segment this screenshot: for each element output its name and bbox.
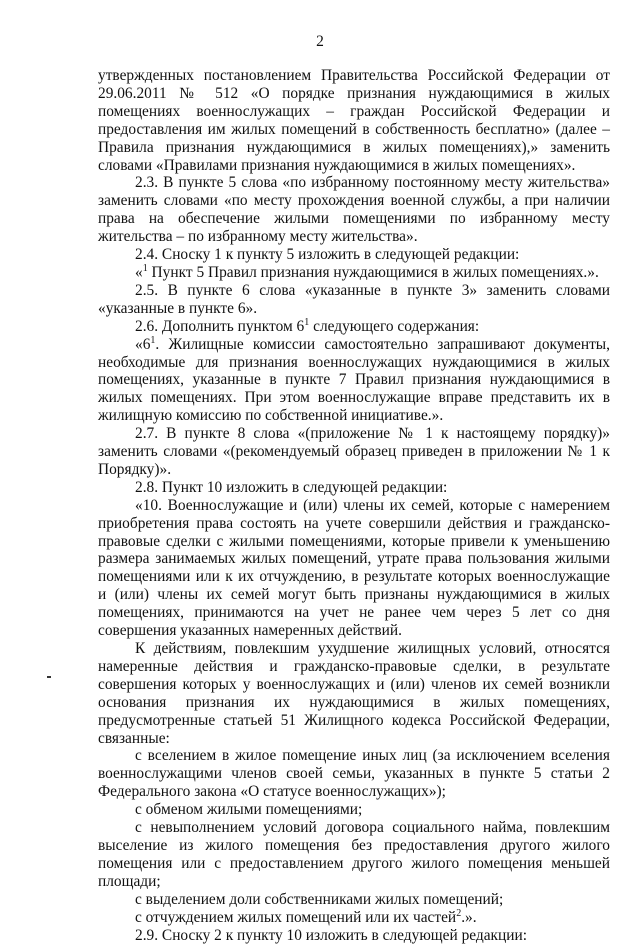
paragraph-text-prefix: с отчуждением жилых помещений или их частей (135, 909, 456, 926)
paragraph (98, 246, 610, 264)
paragraph-text: утвержденных постановлением Правительства Российской Федерации от 29.06.2011 № 512 «О порядке признания нуждающимися в жилых помещениях военнослужащих – граждан Российской Федерации и предоставления им жилых помещений в собственность бесплатно» (далее – Правила признания нуждающимися в жилых помещениях),» заменить словами «Правилами признания нуждающимися в жилых помещениях». (98, 67, 610, 174)
paragraph (98, 640, 610, 747)
paragraph (98, 282, 610, 318)
paragraph-text: 2.4. Сноску 1 к пункту 5 изложить в следующей редакции: (135, 246, 519, 263)
document-body (98, 67, 610, 944)
paragraph-text-prefix: 2.6. Дополнить пунктом 6 (135, 318, 304, 335)
paragraph (98, 67, 610, 174)
paragraph-text: с выделением доли собственниками жилых помещений; (135, 891, 503, 908)
margin-mark (47, 676, 51, 678)
footnote-marker: 2 (456, 907, 461, 918)
footnote-marker: 1 (143, 263, 148, 274)
paragraph-text: 2.8. Пункт 10 изложить в следующей редакции: (135, 479, 447, 496)
paragraph-text-prefix: «6 (135, 336, 150, 353)
paragraph-text: 2.7. В пункте 8 слова «(приложение № 1 к настоящему порядку)» заменить словами «(рекомендуемый образец приведен в приложении № 1 к Порядку)». (98, 425, 610, 478)
paragraph-text: 2.9. Сноску 2 к пункту 10 изложить в следующей редакции: (135, 927, 527, 944)
page-number: 2 (0, 33, 640, 51)
paragraph (98, 801, 610, 819)
paragraph (98, 909, 610, 927)
paragraph-text: .». (461, 909, 476, 926)
paragraph-text: с невыполнением условий договора социального найма, повлекшим выселение из жилого помещения без предоставления другого жилого помещения или с предоставлением другого жилого помещения меньшей площади; (98, 819, 610, 890)
footnote-marker: 1 (304, 317, 309, 328)
paragraph (98, 264, 610, 282)
paragraph-text: «10. Военнослужащие и (или) члены их семей, которые с намерением приобретения права состоять на учете совершили действия и гражданско-правовые сделки с жилыми помещениями, которые привели к уменьшению размера занимаемых жилых помещений, утрате права пользования жилыми помещениями или к их отчуждению, в результате которых военнослужащие и (или) члены их семей могут быть признаны нуждающимися в жилых помещениях, принимаются на учет не ранее чем через 5 лет со дня совершения указанных намеренных действий. (98, 497, 610, 639)
paragraph (98, 497, 610, 640)
paragraph (98, 174, 610, 246)
paragraph (98, 747, 610, 801)
paragraph-text: с обменом жилыми помещениями; (135, 801, 362, 818)
paragraph-text: 2.5. В пункте 6 слова «указанные в пункте 3» заменить словами «указанные в пункте 6». (98, 282, 610, 317)
paragraph-text: К действиям, повлекшим ухудшение жилищных условий, относятся намеренные действия и гражданско-правовые сделки, в результате совершения которых у военнослужащих и (или) членов их семей возникли основания признания их нуждающимися в жилых помещениях, предусмотренные статьей 51 Жилищного кодекса Российской Федерации, связанные: (98, 640, 610, 747)
paragraph-text: . Жилищные комиссии самостоятельно запрашивают документы, необходимые для признания военнослужащих нуждающимися в жилых помещениях, указанные в пункте 7 Правил признания нуждающимися в жилых помещениях. При этом военнослужащие вправе представить их в жилищную комиссию по собственной инициативе.». (98, 336, 610, 425)
paragraph-text: с вселением в жилое помещение иных лиц (за исключением вселения военнослужащими членов своей семьи, указанных в пункте 5 статьи 2 Федерального закона «О статусе военнослужащих»); (98, 747, 610, 800)
paragraph (98, 891, 610, 909)
paragraph-text: Пункт 5 Правил признания нуждающимися в жилых помещениях.». (148, 264, 599, 281)
paragraph (98, 318, 610, 336)
paragraph (98, 927, 610, 944)
footnote-marker: 1 (150, 334, 155, 345)
paragraph (98, 819, 610, 891)
paragraph (98, 336, 610, 426)
paragraph (98, 425, 610, 479)
paragraph-text: следующего содержания: (309, 318, 479, 335)
paragraph-text-prefix: « (135, 264, 143, 281)
paragraph (98, 479, 610, 497)
paragraph-text: 2.3. В пункте 5 слова «по избранному постоянному месту жительства» заменить словами «по месту прохождения военной службы, а при наличии права на обеспечение жилыми помещениями по избранному месту жительства – по избранному месту жительства». (98, 174, 610, 245)
